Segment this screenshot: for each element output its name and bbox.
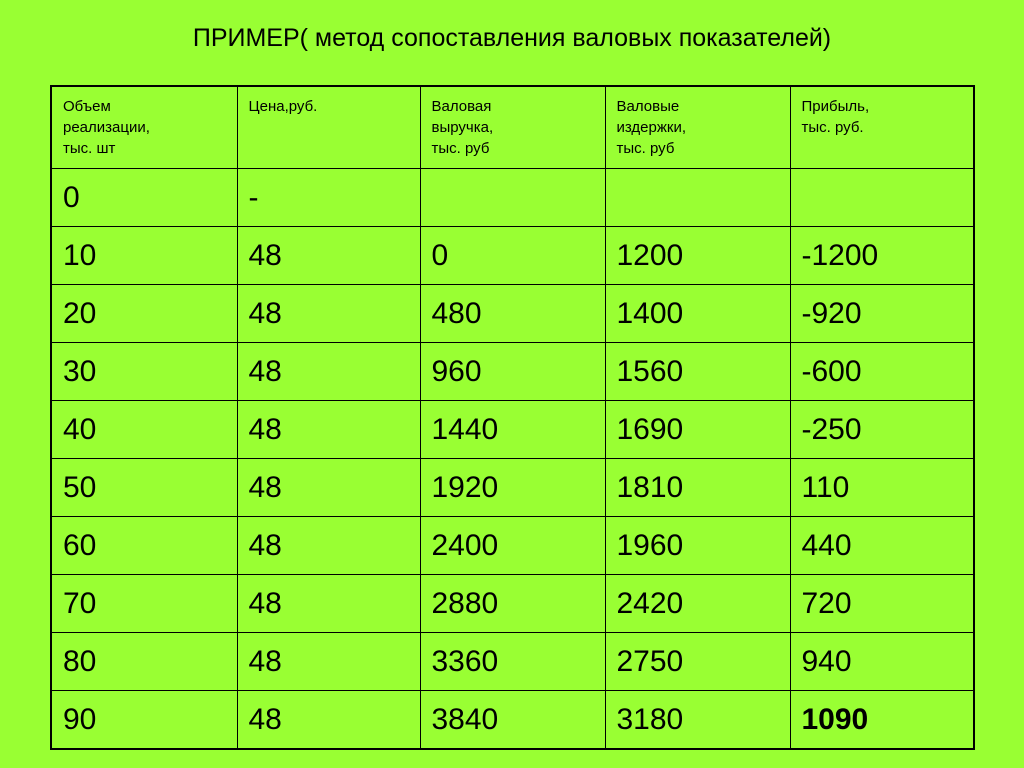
- cell-gross-costs: 3180: [605, 690, 790, 749]
- data-table: [50, 85, 975, 750]
- cell-profit: [790, 168, 974, 226]
- cell-volume: 10: [51, 226, 237, 284]
- cell-profit: 110: [790, 458, 974, 516]
- cell-gross-revenue: 960: [420, 342, 605, 400]
- table-row: [51, 516, 974, 574]
- table-row: [51, 632, 974, 690]
- cell-gross-revenue: 2400: [420, 516, 605, 574]
- cell-profit-emphasized: 1090: [790, 690, 974, 749]
- cell-gross-costs: [605, 168, 790, 226]
- table-row: [51, 284, 974, 342]
- cell-gross-revenue: 2880: [420, 574, 605, 632]
- header-row: [51, 86, 974, 168]
- cell-volume: 70: [51, 574, 237, 632]
- cell-gross-costs: 1690: [605, 400, 790, 458]
- cell-price: 48: [237, 516, 420, 574]
- cell-gross-revenue: 0: [420, 226, 605, 284]
- table-row: [51, 168, 974, 226]
- table-row: [51, 690, 974, 749]
- cell-gross-costs: 1810: [605, 458, 790, 516]
- cell-price: 48: [237, 458, 420, 516]
- table-row: [51, 400, 974, 458]
- cell-volume: 30: [51, 342, 237, 400]
- cell-price: 48: [237, 284, 420, 342]
- cell-gross-revenue: 1920: [420, 458, 605, 516]
- cell-profit: 440: [790, 516, 974, 574]
- cell-gross-costs: 1400: [605, 284, 790, 342]
- table-row: [51, 226, 974, 284]
- table-row: [51, 574, 974, 632]
- cell-gross-revenue: [420, 168, 605, 226]
- header-cell-volume: Объем реализации, тыс. шт: [51, 86, 237, 168]
- cell-gross-revenue: 480: [420, 284, 605, 342]
- cell-volume: 40: [51, 400, 237, 458]
- header-cell-gross-costs: Валовые издержки, тыс. руб: [605, 86, 790, 168]
- cell-profit: 720: [790, 574, 974, 632]
- cell-profit: 940: [790, 632, 974, 690]
- cell-price: 48: [237, 632, 420, 690]
- cell-price: 48: [237, 226, 420, 284]
- cell-profit: -920: [790, 284, 974, 342]
- table-row: [51, 342, 974, 400]
- cell-profit: -250: [790, 400, 974, 458]
- cell-gross-costs: 2750: [605, 632, 790, 690]
- cell-gross-costs: 1960: [605, 516, 790, 574]
- cell-price: 48: [237, 690, 420, 749]
- cell-profit: -600: [790, 342, 974, 400]
- header-cell-gross-revenue: Валовая выручка, тыс. руб: [420, 86, 605, 168]
- cell-volume: 0: [51, 168, 237, 226]
- header-cell-profit: Прибыль, тыс. руб.: [790, 86, 974, 168]
- cell-gross-costs: 2420: [605, 574, 790, 632]
- cell-volume: 60: [51, 516, 237, 574]
- slide-title: ПРИМЕР( метод сопоставления валовых показателей): [192, 24, 832, 52]
- cell-gross-revenue: 1440: [420, 400, 605, 458]
- cell-profit: -1200: [790, 226, 974, 284]
- cell-price: 48: [237, 400, 420, 458]
- cell-gross-revenue: 3360: [420, 632, 605, 690]
- cell-volume: 50: [51, 458, 237, 516]
- cell-gross-costs: 1560: [605, 342, 790, 400]
- cell-gross-revenue: 3840: [420, 690, 605, 749]
- cell-volume: 20: [51, 284, 237, 342]
- cell-volume: 80: [51, 632, 237, 690]
- cell-gross-costs: 1200: [605, 226, 790, 284]
- header-cell-price: Цена,руб.: [237, 86, 420, 168]
- cell-price: 48: [237, 342, 420, 400]
- cell-volume: 90: [51, 690, 237, 749]
- table-row: [51, 458, 974, 516]
- cell-price: 48: [237, 574, 420, 632]
- cell-price: -: [237, 168, 420, 226]
